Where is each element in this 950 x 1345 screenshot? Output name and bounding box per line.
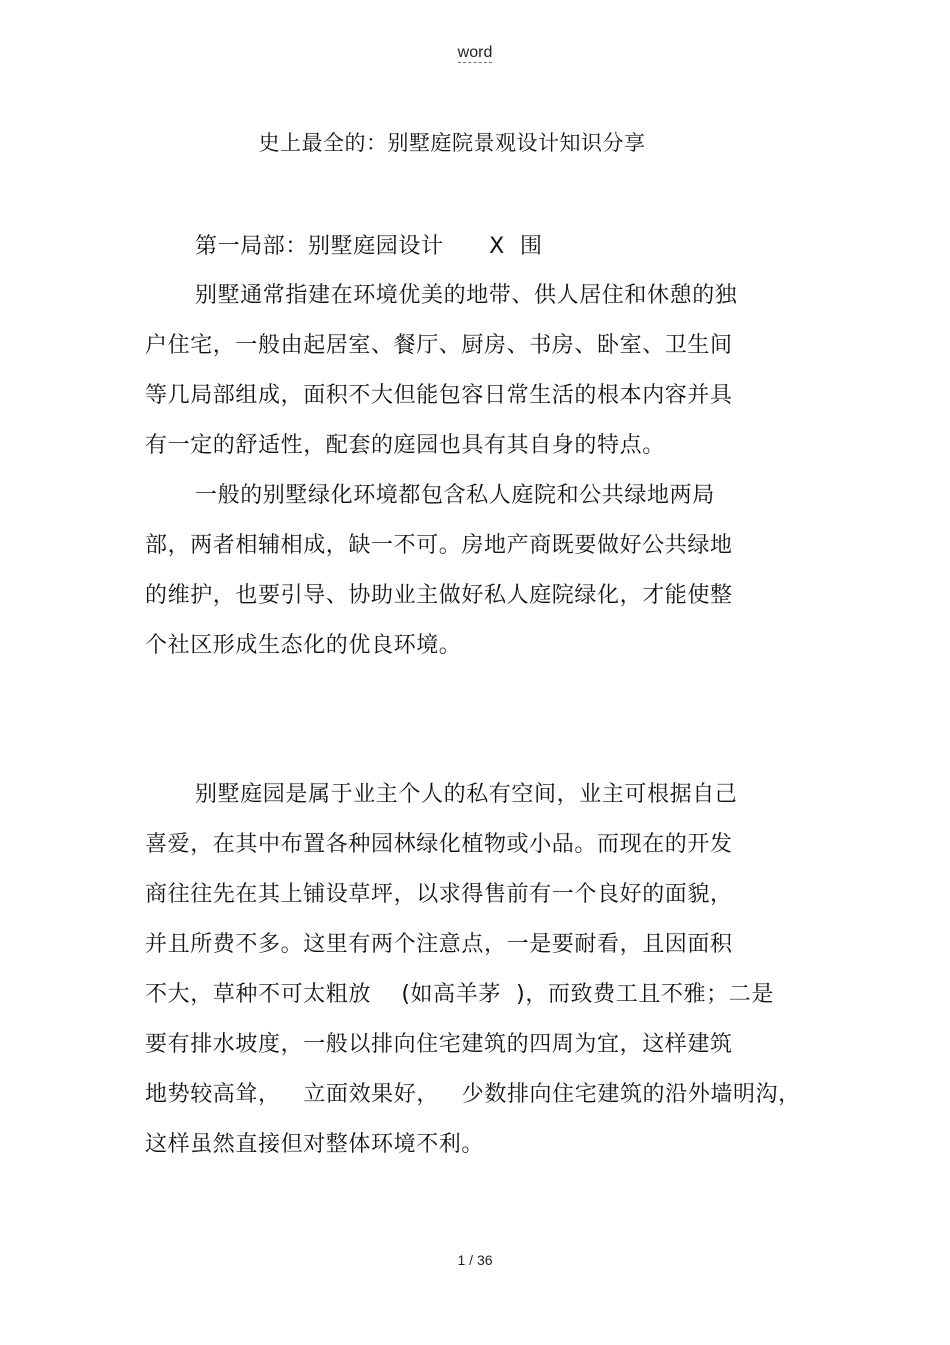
paragraph-line: 要有排水坡度，一般以排向住宅建筑的四周为宜，这样建筑 — [145, 1032, 733, 1057]
page-number: 1 / 36 — [457, 1252, 493, 1268]
paragraph-line: 别墅庭园是属于业主个人的私有空间，业主可根据自己 — [195, 782, 738, 807]
page-header — [0, 44, 950, 62]
paragraph-line: 个社区形成生态化的优良环境。 — [145, 633, 462, 658]
paragraph-line: 的维护，也要引导、协助业主做好私人庭院绿化，才能使整 — [145, 583, 733, 608]
paragraph-line: 这样虽然直接但对整体环境不利。 — [145, 1132, 485, 1157]
document-title: 史上最全的：别墅庭院景观设计知识分享 — [258, 131, 646, 155]
paragraph-line: 不大，草种不可太粗放 (如高羊茅 )，而致费工且不雅；二是 — [145, 982, 774, 1007]
paragraph-line: 喜爱，在其中布置各种园林绿化植物或小品。而现在的开发 — [145, 832, 733, 857]
paragraph-line: 一般的别墅绿化环境都包含私人庭院和公共绿地两局 — [195, 483, 715, 508]
paragraph-line: 商往往先在其上铺设草坪，以求得售前有一个良好的面貌， — [145, 882, 733, 907]
paragraph-line: 部，两者相辅相成，缺一不可。房地产商既要做好公共绿地 — [145, 533, 733, 558]
paragraph-line: 并且所费不多。这里有两个注意点，一是要耐看，且因面积 — [145, 932, 733, 957]
paragraph-line: 户住宅，一般由起居室、餐厅、厨房、书房、卧室、卫生间 — [145, 333, 733, 358]
paragraph-line: 地势较高耸， 立面效果好， 少数排向住宅建筑的沿外墙明沟， — [145, 1082, 801, 1107]
header-word-label: word — [457, 44, 493, 61]
section-heading: 第一局部：别墅庭园设计 X 围 — [195, 234, 543, 259]
paragraph-line: 等几局部组成，面积不大但能包容日常生活的根本内容并具 — [145, 383, 733, 408]
paragraph-line: 有一定的舒适性，配套的庭园也具有其自身的特点。 — [145, 433, 665, 458]
paragraph-line: 别墅通常指建在环境优美的地带、供人居住和休憩的独 — [195, 283, 738, 308]
